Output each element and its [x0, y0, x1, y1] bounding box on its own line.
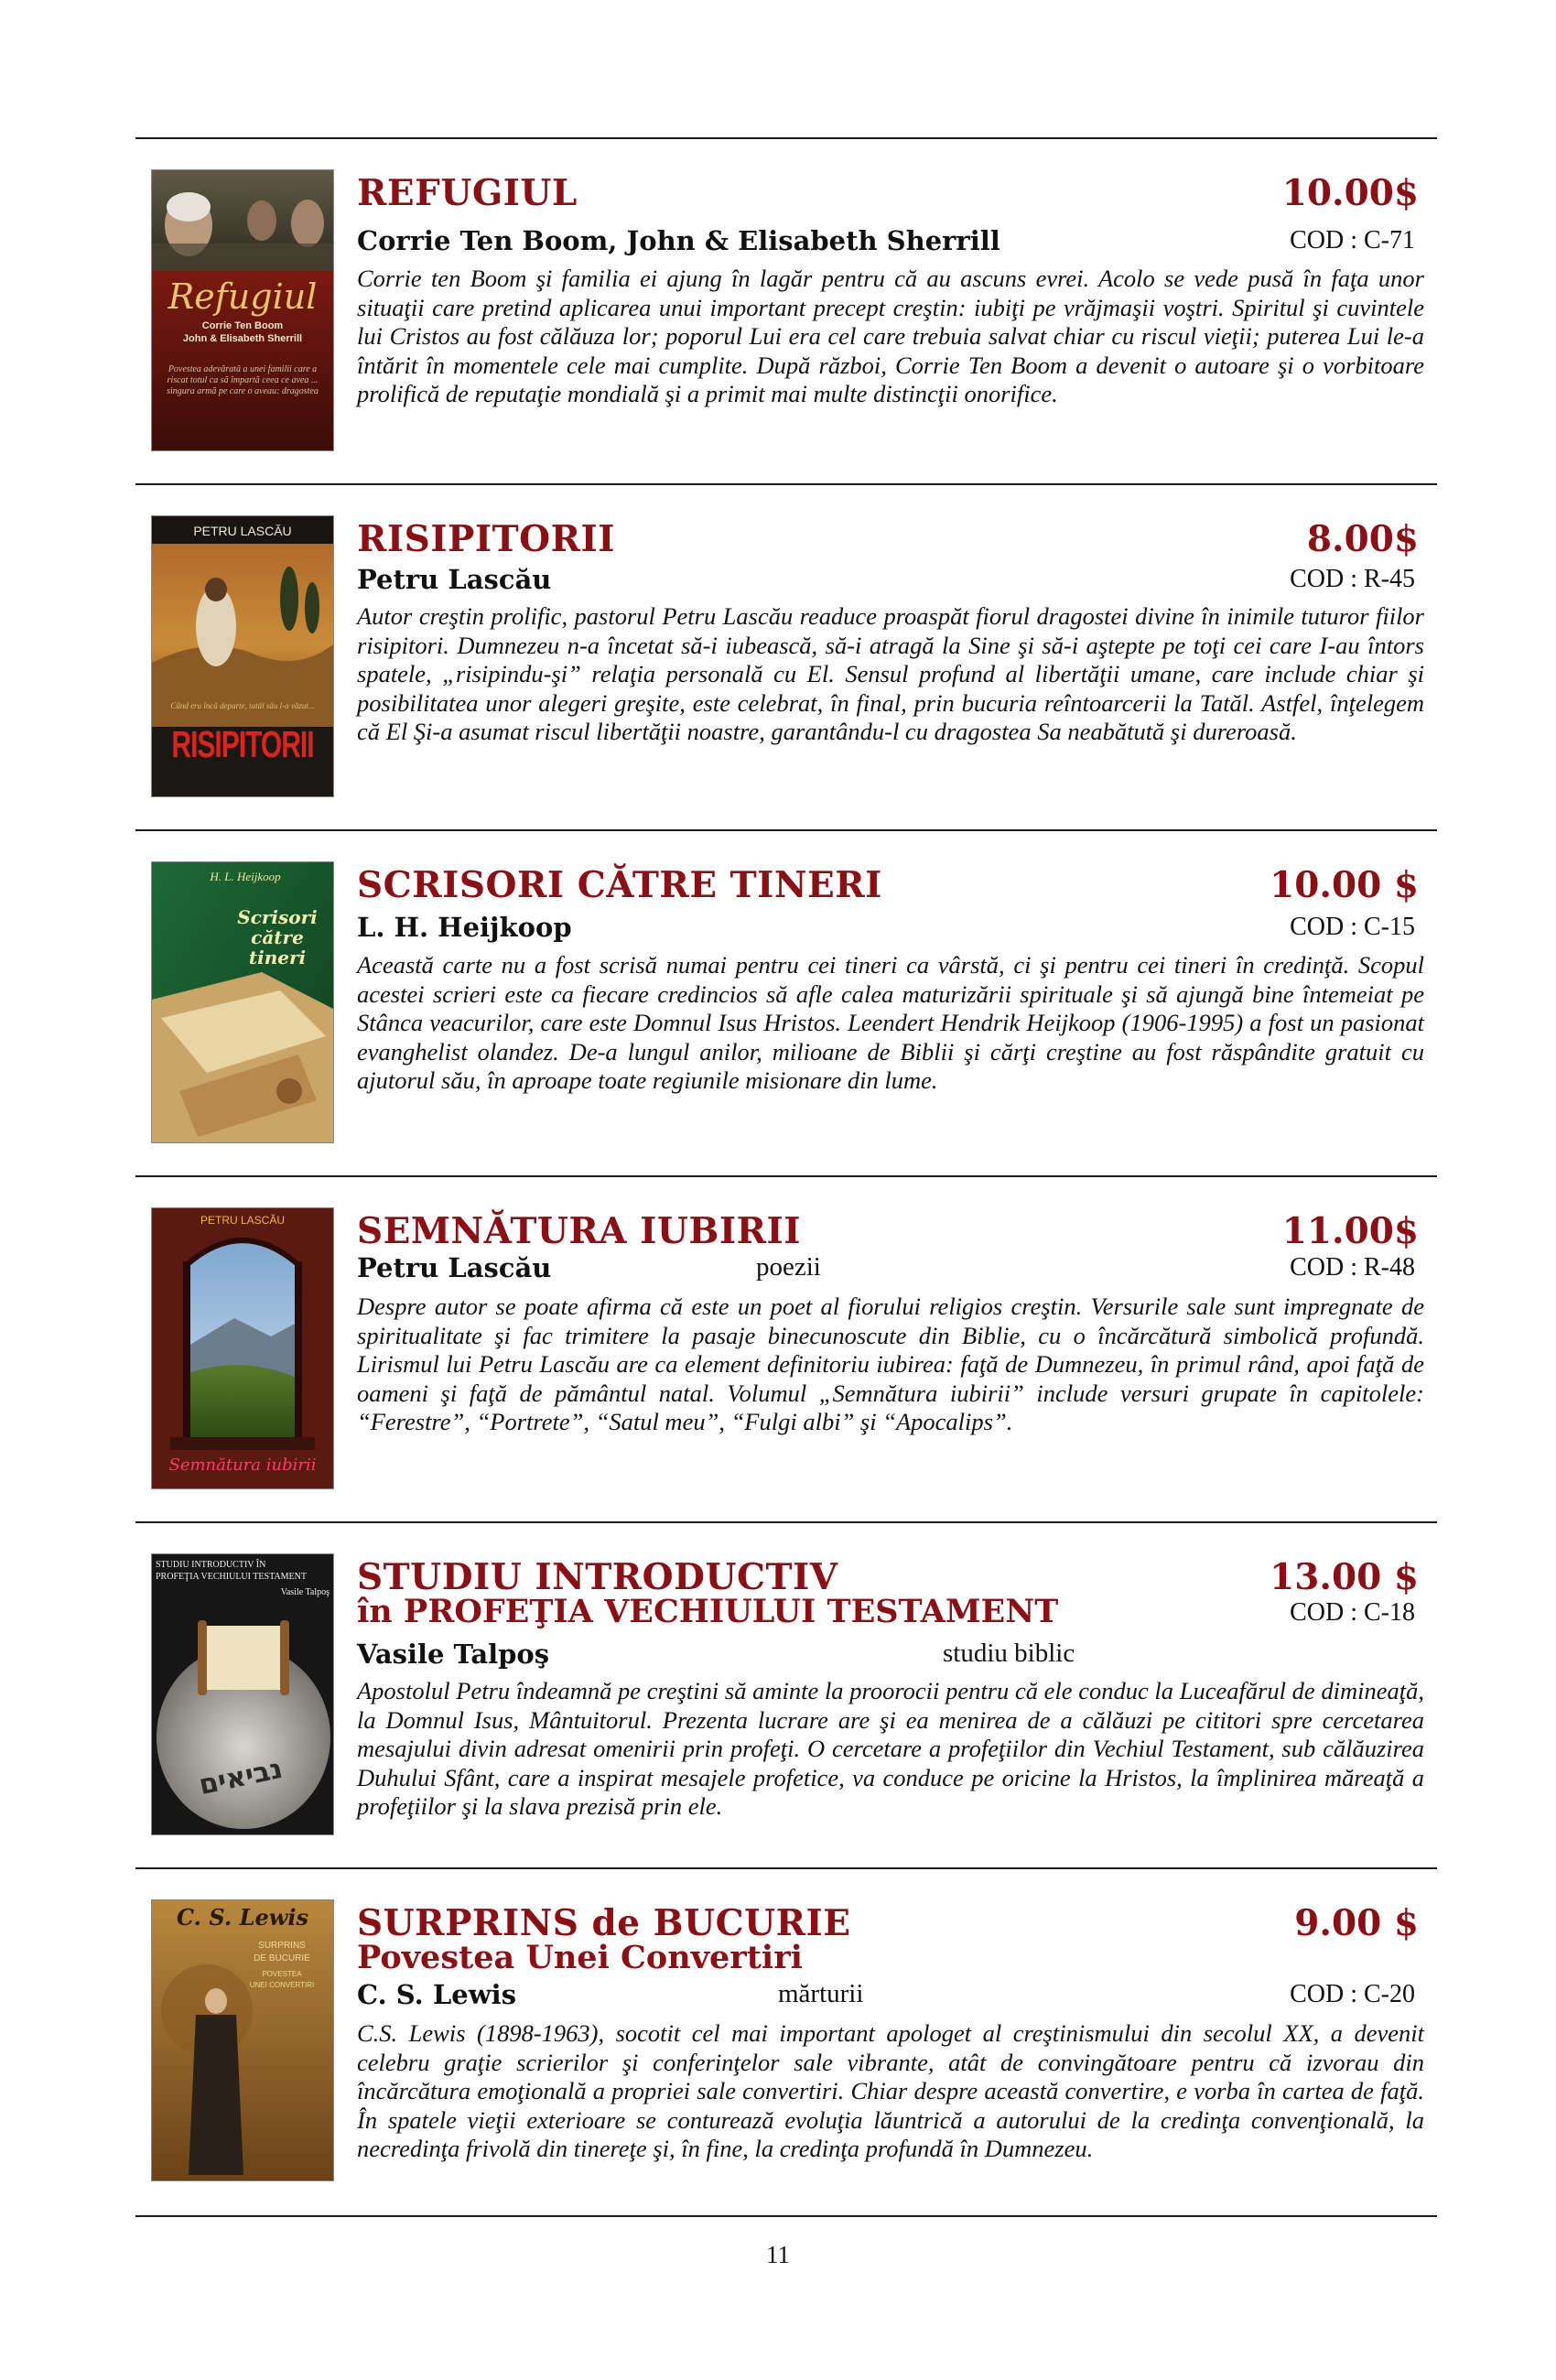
book-cover-image [152, 862, 333, 1142]
book-code: COD : R-48 [1290, 1253, 1415, 1282]
separator-rule [135, 2215, 1437, 2217]
book-title: RISIPITORII [357, 518, 616, 560]
book-author: C. S. Lewis [357, 1979, 517, 2010]
book-price: 9.00 $ [1294, 1902, 1419, 1944]
cover-title-text: RISIPITORII [171, 725, 314, 766]
book-code: COD : C-18 [1290, 1598, 1415, 1627]
book-author: Corrie Ten Boom, John & Elisabeth Sherrill [357, 225, 1000, 256]
page-number: 11 [766, 2241, 790, 2268]
book-description: Corrie ten Boom şi familia ei ajung în lagăr pentru că au ascuns evrei. Acolo se vede pusă în faţa unor situaţii care pretind aplicarea unui important precept creştin: iubiţi pe vrăjmaşii voştri. Spiritul şi cuvintele lui Cristos au fost călăuza lor; poporul Lui era cel care trebuia salvat chiar cu riscul vieţii; puterea Lui le-a întărit în momentele cele mai cumplite. După război, Corrie Ten Boom a devenit o autoare şi o vorbitoare prolifică de reputaţie mondială şi a primit mai multe distincţii onorifice. [357, 265, 1424, 407]
cover-title-text: Semnătura iubirii [168, 1455, 317, 1475]
book-author: L. H. Heijkoop [357, 912, 572, 943]
book-price: 10.00 $ [1270, 864, 1419, 906]
cover-author-text: H. L. Heijkoop [210, 870, 281, 883]
cover-tagline-text: Povestea adevărată a unei familii care a riscat totul ca să împartă ceea ce avea ... singura armă pe care o aveau: dragostea [167, 364, 319, 396]
book-description: C.S. Lewis (1898-1963), socotit cel mai important apologet al creştinismului din secolul XX, a devenit celebru graţie scrierilor şi conferinţelor sale vibrante, atât de convingătoare pentru că izvorau din încărcătura emoţională a propriei sale convertiri. Chiar despre această convertire, e vorba în cartea de faţă. În spatele vieţii exterioare se conturează evoluţia lăuntrică a autorului de la credinţa convenţională, la necredinţa frivolă din tinereţe şi, în fine, la credinţa profundă în Dumnezeu. [357, 2019, 1424, 2162]
cover-author-text: John & Elisabeth Sherrill [182, 333, 303, 344]
book-title: SURPRINS de BUCURIE [357, 1902, 851, 1944]
book-description: Această carte nu a fost scrisă numai pentru cei tineri ca vârstă, ci şi pentru cei tineri în credinţă. Scopul acestei scrieri este ca fiecare credincios să afle calea maturizării spirituale şi să ajungă bine întemeiat pe Stânca veacurilor, care este Domnul Isus Hristos. Leendert Hendrik Heijkoop (1906-1995) a fost un pasionat evanghelist olandez. De-a lungul anilor, milioane de Biblii şi cărţi creştine au fost răspândite gratuit cu ajutorul său, în aproape toate regiunile misionare din lume. [357, 951, 1424, 1094]
cover-subtitle-text: POVESTEA [262, 1970, 302, 1978]
book-title: STUDIU INTRODUCTIV [357, 1556, 838, 1598]
book-author: Petru Lascău [357, 1252, 552, 1283]
book-price: 11.00$ [1281, 1210, 1419, 1252]
book-genre: studiu biblic [943, 1639, 1075, 1668]
book-subtitle: în PROFEŢIA VECHIULUI TESTAMENT [357, 1593, 1059, 1630]
book-entry [135, 1867, 1437, 2215]
book-code: COD : C-20 [1290, 1980, 1415, 2008]
book-title: REFUGIUL [357, 172, 578, 214]
cover-hebrew-text: נביאים [196, 1752, 286, 1802]
book-price: 10.00$ [1281, 172, 1419, 214]
book-genre: mărturii [778, 1979, 864, 2008]
cover-author-text: Corrie Ten Boom [201, 320, 284, 331]
book-description: Despre autor se poate afirma că este un poet al fiorului religios creştin. Versurile sale sunt impregnate de spiritualitate şi fac trimitere la pasaje binecunoscute din Biblie, cu o încărcătură simbolică profundă. Lirismul lui Petru Lascău are ca element definitoriu iubirea: faţă de Dumnezeu, în primul rând, apoi faţă de oameni şi faţă de pământul natal. Volumul „Semnătura iubirii” include versuri grupate în capitolele: “Ferestre”, “Portrete”, “Satul meu”, “Fulgi albi” şi “Apocalips”. [357, 1293, 1424, 1435]
book-entry [135, 137, 1437, 483]
book-description: Apostolul Petru îndeamnă pe creştini să aminte la proorocii pentru că ele conduc la Luceafărul de dimineaţă, la Domnul Isus, Mântuitorul. Prezenta lucrare are şi ea menirea de a călăuzi pe cititori spre cercetarea mesajului divin adresat omenirii prin profeţi. O cercetare a profeţiilor din Vechiul Testament, sub călăuzirea Duhului Sfânt, care a inspirat mesajele profetice, va conduce pe oricine la Hristos, la împlinirea măreaţă a profeţiilor şi la slava prezisă prin ele. [357, 1677, 1424, 1820]
book-cover-image [152, 1208, 333, 1488]
book-price: 8.00$ [1306, 518, 1419, 560]
book-subtitle: Povestea Unei Convertiri [357, 1939, 803, 1976]
book-title: SEMNĂTURA IUBIRII [357, 1210, 801, 1252]
cover-author-text: PETRU LASCĂU [200, 1214, 286, 1227]
cover-title-text: Refugiul [167, 276, 318, 317]
cover-title-text: STUDIU INTRODUCTIV ÎN [156, 1560, 266, 1570]
book-entry [135, 483, 1437, 829]
book-code: COD : R-45 [1290, 565, 1415, 593]
book-author: Petru Lascău [357, 564, 552, 595]
book-price: 13.00 $ [1270, 1556, 1419, 1598]
cover-title-text: PROFEŢIA VECHIULUI TESTAMENT [156, 1572, 307, 1582]
cover-author-text: Vasile Talpoş [280, 1587, 330, 1597]
cover-title-text: SURPRINS [258, 1941, 306, 1951]
book-genre: poezii [756, 1252, 821, 1282]
book-code: COD : C-15 [1290, 913, 1415, 941]
book-author: Vasile Talpoş [357, 1639, 550, 1670]
book-title: SCRISORI CĂTRE TINERI [357, 864, 882, 906]
book-description: Autor creştin prolific, pastorul Petru Lascău readuce proaspăt fiorul dragostei divine în inimile tuturor fiilor risipitori. Dumnezeu n-a încetat să-i iubească, să-i atragă la Sine şi să-i aştepte pe toţi cei care I-au întors spatele, „risipindu-şi” relaţia personală cu El. Sensul profund al libertăţii umane, care include chiar şi posibilitatea unor alegeri greşite, este celebrat, în final, prin bucuria reîntoarcerii la Tatăl. Astfel, înţelegem că El Şi-a asumat riscul libertăţii noastre, garantându-l cu dragostea Sa neabătută şi dureroasă. [357, 602, 1424, 745]
cover-title-text: către [251, 926, 304, 948]
book-entry [135, 1521, 1437, 1867]
book-entry [135, 1175, 1437, 1521]
cover-subtitle-text: UNEI CONVERTIRI [249, 1981, 315, 1989]
cover-author-text: PETRU LASCĂU [193, 524, 292, 538]
cover-title-text: DE BUCURIE [254, 1953, 310, 1964]
cover-author-text: C. S. Lewis [176, 1904, 308, 1931]
cover-caption-text: Când era încă departe, tatăl său l-a văzut... [170, 701, 315, 710]
book-code: COD : C-71 [1290, 226, 1415, 254]
book-entry [135, 829, 1437, 1175]
cover-title-text: tineri [248, 947, 307, 968]
cover-title-text: Scrisori [237, 906, 318, 928]
